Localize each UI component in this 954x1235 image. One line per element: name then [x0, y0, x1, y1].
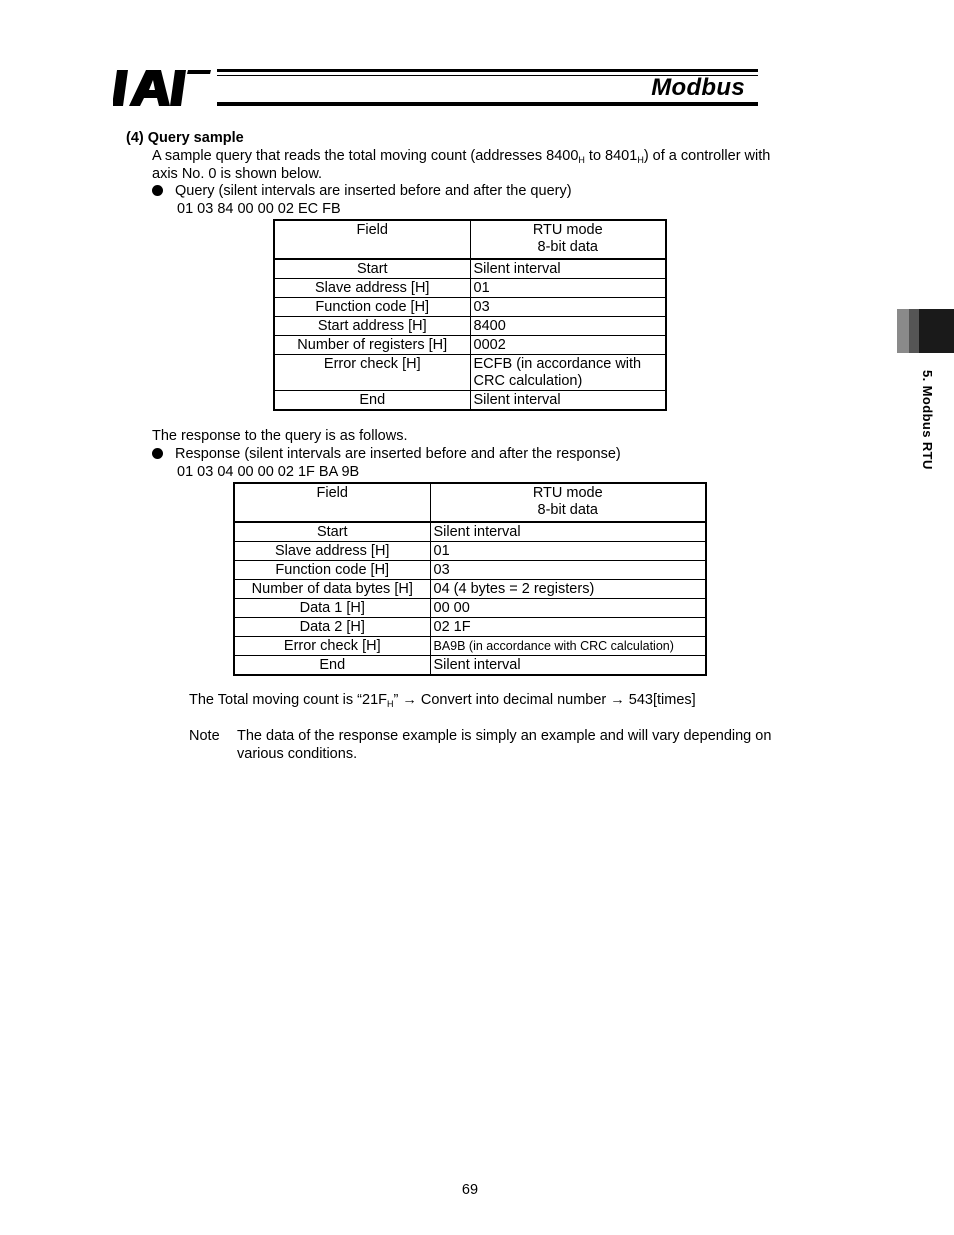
header-rule-bottom [217, 102, 758, 106]
response-lead: The response to the query is as follows. [152, 428, 408, 444]
bullet-icon [152, 185, 163, 196]
iai-logo [113, 68, 213, 108]
result-line: The Total moving count is “$21F_H$” → Convert into decimal number → 543[times] [189, 692, 696, 709]
note-line-2: various conditions. [237, 746, 358, 762]
table-row: End Silent interval [234, 656, 706, 676]
table-row: Number of registers [H] 0002 [274, 336, 666, 355]
table-header-row [234, 483, 706, 522]
table-row: End Silent interval [274, 391, 666, 411]
query-bytes: 01 03 84 00 00 02 EC FB [177, 201, 341, 217]
note-line-1: The data of the response example is simply an example and will vary depending on [237, 728, 772, 744]
response-bullet-text: Response (silent intervals are inserted before and after the response) [175, 446, 621, 462]
response-bytes: 01 03 04 00 00 02 1F BA 9B [177, 464, 360, 480]
side-tab-marker [919, 309, 954, 353]
table-row: Error check [H] BA9B (in accordance with CRC calculation) [234, 637, 706, 656]
intro-line-1: A sample query that reads the total moving count (addresses $8400_H$ to $8401_H$) of a controller with [152, 148, 771, 165]
table-row: Function code [H] 03 [234, 561, 706, 580]
intro-line-2: axis No. 0 is shown below. [152, 166, 323, 182]
page-number: 69 [461, 1182, 479, 1198]
table-row: Number of data bytes [H] 04 (4 bytes = 2 registers) [234, 580, 706, 599]
table-row: Data 2 [H] 02 1F [234, 618, 706, 637]
header-rtu: RTU mode 8-bit data [430, 483, 706, 522]
side-tab-light [897, 309, 909, 353]
header-field: Field [274, 220, 470, 259]
table-row: Function code [H] 03 [274, 298, 666, 317]
side-tab-label: 5. Modbus RTU [920, 370, 935, 470]
response-table [233, 482, 707, 676]
table-header-row [274, 220, 666, 259]
table-row: Slave address [H] 01 [234, 542, 706, 561]
table-row: Start address [H] 8400 [274, 317, 666, 336]
section-heading: (4) Query sample [126, 130, 244, 146]
side-tab-mid [909, 309, 919, 353]
table-row: Data 1 [H] 00 00 [234, 599, 706, 618]
header-rule-top [217, 69, 758, 72]
table-row: Error check [H] ECFB (in accordance with CRC calculation) [274, 355, 666, 391]
query-table [273, 219, 667, 411]
table-row: Start Silent interval [274, 259, 666, 279]
note-label: Note [189, 728, 220, 744]
bullet-icon [152, 448, 163, 459]
header-rtu: RTU mode 8-bit data [470, 220, 666, 259]
table-row: Start Silent interval [234, 522, 706, 542]
query-bullet-text: Query (silent intervals are inserted before and after the query) [175, 183, 572, 199]
table-row: Slave address [H] 01 [274, 279, 666, 298]
header-title: Modbus [651, 74, 745, 101]
header-field: Field [234, 483, 430, 522]
